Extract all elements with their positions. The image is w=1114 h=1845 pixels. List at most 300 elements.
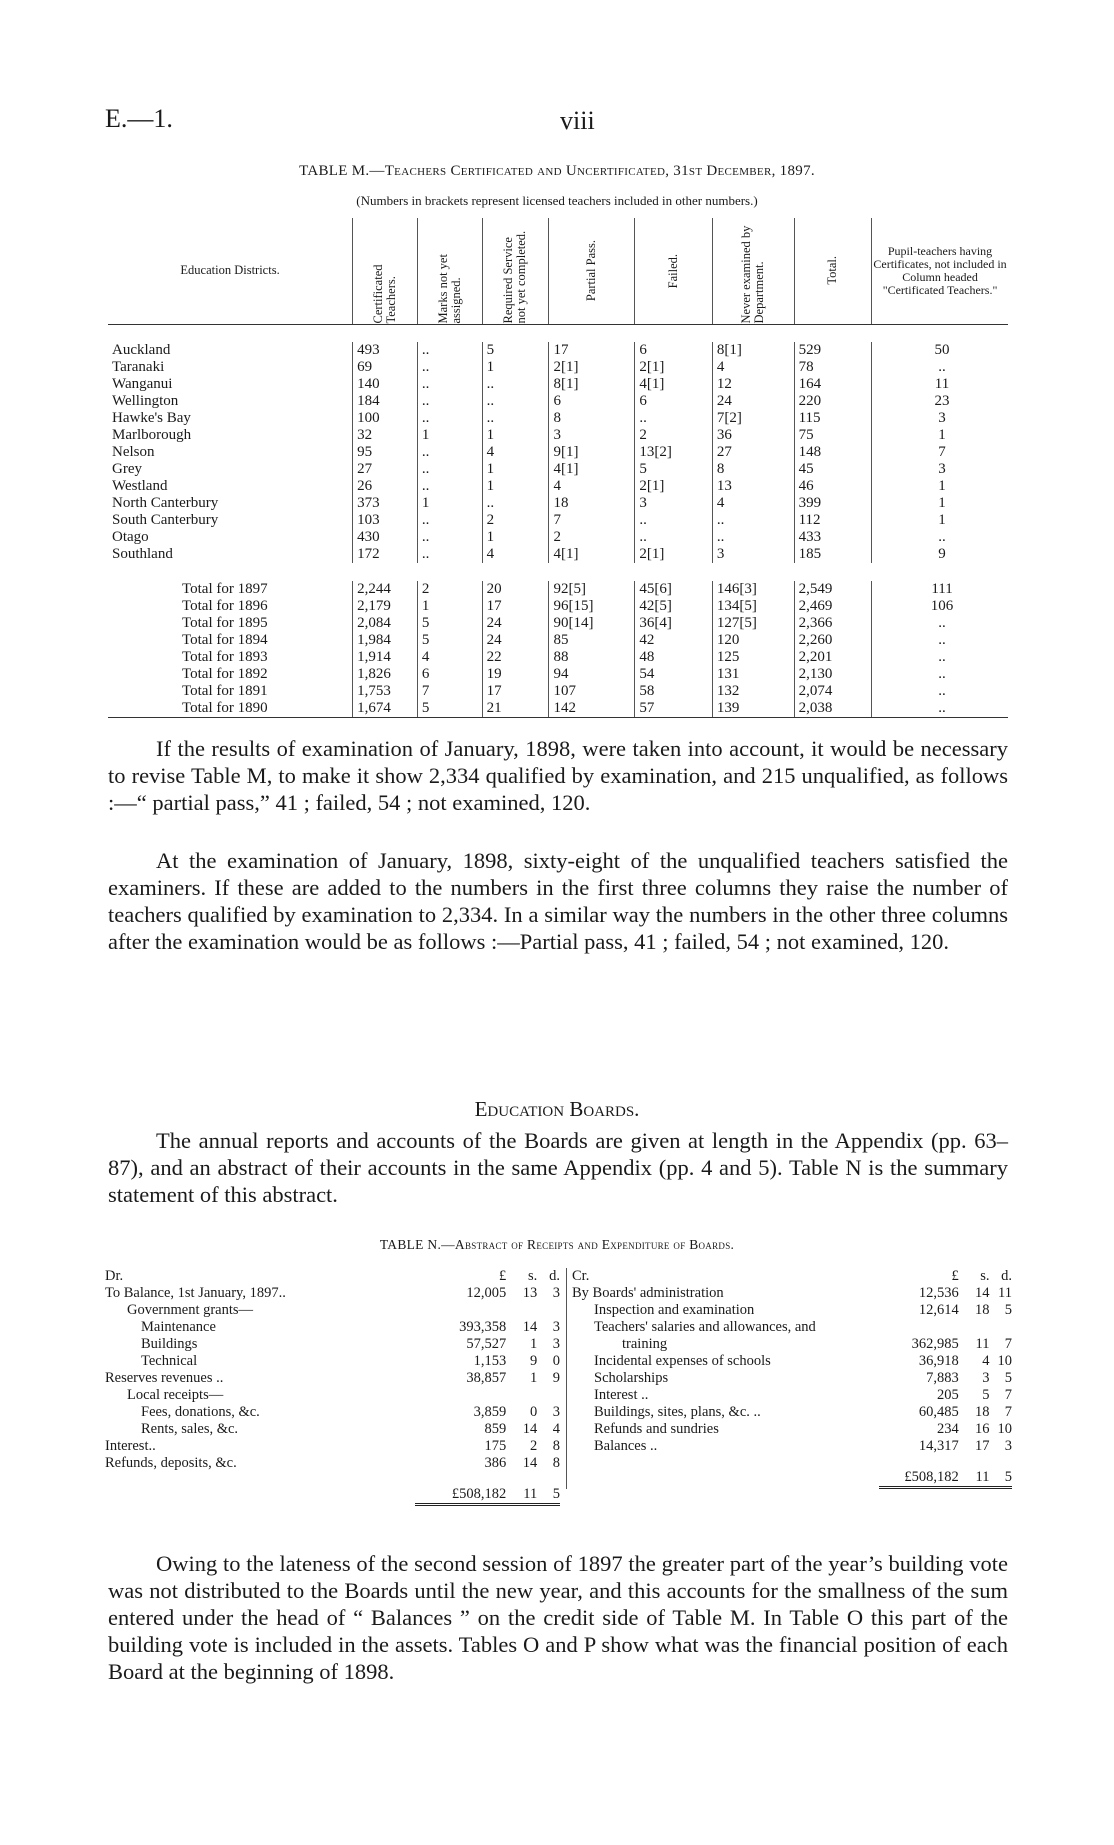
table-cell: 57 [635, 700, 712, 718]
ledger-label: Government grants— [127, 1302, 254, 1318]
table-cell: 2,244 [353, 581, 418, 598]
table-cell: 373 [353, 495, 418, 512]
ledger-label: Local receipts— [127, 1387, 224, 1403]
table-cell: 120 [712, 632, 794, 649]
ledger-row [105, 1387, 560, 1404]
table-cell: 4 [712, 495, 794, 512]
ledger-label: Reserves revenues .. [105, 1370, 224, 1386]
table-cell: 27 [353, 461, 418, 478]
ledger-label: Maintenance [141, 1319, 216, 1335]
credit-total-d: 5 [989, 1455, 1012, 1488]
district-row [108, 529, 1008, 546]
ledger-amount [959, 1319, 990, 1336]
table-cell: 26 [353, 478, 418, 495]
ledger-amount: 8 [552, 1438, 560, 1454]
table-cell: 1,984 [353, 632, 418, 649]
table-cell: 19 [482, 666, 549, 683]
table-cell: 1 [482, 461, 549, 478]
table-cell: .. [872, 666, 1008, 683]
table-cell: 164 [794, 376, 871, 393]
ledger-amount [537, 1302, 560, 1319]
table-cell: 148 [794, 444, 871, 461]
ledger-amount: 386 [484, 1455, 507, 1471]
ledger-amount: 38,857 [466, 1370, 507, 1386]
ledger-amount: 5 [1004, 1302, 1012, 1318]
table-cell: 2,179 [353, 598, 418, 615]
debit-label: Dr. [105, 1268, 124, 1284]
district-name: Otago [112, 528, 149, 545]
total-label: Total for 1894 [182, 631, 268, 648]
ledger-amount: 2 [529, 1438, 538, 1454]
total-row [108, 615, 1008, 632]
table-cell: 185 [794, 546, 871, 563]
table-cell: 24 [482, 615, 549, 632]
total-row [108, 700, 1008, 718]
section-title: Education Boards. [474, 1097, 640, 1121]
ledger-amount: 14 [974, 1285, 990, 1301]
ledger-amount: 7 [1004, 1387, 1012, 1403]
table-cell: 58 [635, 683, 712, 700]
ledger-amount: 3,859 [473, 1404, 507, 1420]
ledger-amount [879, 1319, 959, 1336]
table-cell: 6 [417, 666, 482, 683]
table-cell: 132 [712, 683, 794, 700]
ledger-row [572, 1438, 1012, 1455]
ledger-label: Teachers' salaries and allowances, and [594, 1319, 816, 1335]
table-cell: 4 [712, 359, 794, 376]
table-cell: 140 [353, 376, 418, 393]
ledger-amount: 12,614 [918, 1302, 959, 1318]
ledger-row [105, 1353, 560, 1370]
district-row [108, 461, 1008, 478]
table-cell: 1,753 [353, 683, 418, 700]
table-cell: 5 [417, 700, 482, 718]
district-row [108, 546, 1008, 563]
ledger-row [105, 1421, 560, 1438]
district-name: Southland [112, 545, 173, 562]
table-cell: 45 [794, 461, 871, 478]
table-m-note: (Numbers in brackets represent licensed teachers included in other numbers.) [356, 193, 758, 208]
ledger-amount: 11 [975, 1336, 990, 1352]
table-cell: 6 [635, 393, 712, 410]
ledger-amount: 60,485 [918, 1404, 959, 1420]
table-cell: 95 [353, 444, 418, 461]
ledger-amount [506, 1302, 537, 1319]
table-cell: 69 [353, 359, 418, 376]
table-cell: 115 [794, 410, 871, 427]
table-cell: 20 [482, 581, 549, 598]
col-header: Pupil-teachers having Certificates, not included in Column headed "Certificated Teachers." [872, 218, 1008, 324]
currency-shillings: s. [527, 1268, 538, 1284]
table-cell: 1 [482, 359, 549, 376]
table-cell: 24 [712, 393, 794, 410]
debit-total-d: 5 [537, 1472, 560, 1505]
report-reference: E.—1. [105, 104, 173, 133]
table-cell: 493 [353, 342, 418, 359]
table-cell: .. [417, 461, 482, 478]
district-row [108, 512, 1008, 529]
district-row [108, 444, 1008, 461]
ledger-amount: 175 [484, 1438, 507, 1454]
ledger-row [572, 1353, 1012, 1370]
table-cell: 433 [794, 529, 871, 546]
table-cell: 13 [712, 478, 794, 495]
table-cell: 3 [872, 410, 1008, 427]
table-cell: 4 [482, 444, 549, 461]
col-header: Marks not yet assigned. [435, 254, 463, 324]
district-row [108, 495, 1008, 512]
ledger-amount: 12,536 [918, 1285, 959, 1301]
ledger-amount: 7 [1004, 1404, 1012, 1420]
table-cell: 2,130 [794, 666, 871, 683]
table-cell: 106 [872, 598, 1008, 615]
table-cell: 2[1] [549, 359, 635, 376]
ledger-amount: 14,317 [918, 1438, 959, 1454]
table-cell: 78 [794, 359, 871, 376]
table-cell: 2[1] [635, 359, 712, 376]
ledger-amount: 0 [552, 1353, 560, 1369]
ledger-row [572, 1319, 1012, 1336]
ledger-amount: 14 [522, 1455, 538, 1471]
ledger-amount [537, 1387, 560, 1404]
table-cell: 107 [549, 683, 635, 700]
total-label: Total for 1891 [182, 682, 268, 699]
total-label: Total for 1893 [182, 648, 268, 665]
table-cell: 5 [417, 632, 482, 649]
table-cell: 4 [549, 478, 635, 495]
table-cell: 142 [549, 700, 635, 718]
table-cell: 36 [712, 427, 794, 444]
ledger-amount: 18 [974, 1302, 990, 1318]
table-cell: 1,914 [353, 649, 418, 666]
ledger-row [105, 1438, 560, 1455]
district-row [108, 393, 1008, 410]
table-cell: .. [482, 410, 549, 427]
table-cell: 134[5] [712, 598, 794, 615]
table-cell: 4 [417, 649, 482, 666]
table-cell: 1 [417, 598, 482, 615]
district-row [108, 359, 1008, 376]
table-cell: .. [417, 478, 482, 495]
district-name: Wellington [112, 392, 179, 409]
table-cell: 94 [549, 666, 635, 683]
table-cell: 2,366 [794, 615, 871, 632]
table-cell: 1 [417, 427, 482, 444]
col-header: Total. [825, 256, 840, 286]
table-cell: 8[1] [549, 376, 635, 393]
ledger-label: Scholarships [594, 1370, 669, 1386]
ledger-label: Refunds, deposits, &c. [105, 1455, 237, 1471]
table-cell: 2,084 [353, 615, 418, 632]
ledger-label: By Boards' administration [572, 1285, 724, 1301]
currency-pence: d. [549, 1268, 560, 1284]
table-cell: .. [417, 393, 482, 410]
district-name: Marlborough [112, 426, 192, 443]
ledger-amount: 4 [982, 1353, 990, 1369]
table-cell: 17 [549, 342, 635, 359]
total-label: Total for 1890 [108, 700, 353, 718]
ledger-amount: 18 [974, 1404, 990, 1420]
table-cell: 3 [872, 461, 1008, 478]
table-n-debit [105, 1268, 565, 1506]
table-cell: 88 [549, 649, 635, 666]
total-label: Total for 1895 [182, 614, 268, 631]
table-cell: 8 [549, 410, 635, 427]
table-cell: 146[3] [712, 581, 794, 598]
table-cell: 32 [353, 427, 418, 444]
ledger-row [105, 1336, 560, 1353]
ledger-label: Inspection and examination [594, 1302, 755, 1318]
ledger-amount: 3 [552, 1336, 560, 1352]
table-cell: 1 [482, 529, 549, 546]
table-m [108, 218, 1008, 718]
table-cell: .. [417, 546, 482, 563]
table-cell: 2 [635, 427, 712, 444]
ledger-label: To Balance, 1st January, 1897.. [105, 1285, 286, 1301]
table-cell: 90[14] [549, 615, 635, 632]
table-n-credit [566, 1268, 1019, 1489]
ledger-row [105, 1302, 560, 1319]
paragraph-2: At the examination of January, 1898, sixty-eight of the unqualified teachers satisfied the examiners. If these are added to the numbers in the first three columns they raise the number of teachers qualified by examination to 2,334. In a similar way the numbers in the other three columns after the examination would be as follows :—Partial pass, 41 ; failed, 54 ; not examined, 120. [108, 848, 1008, 954]
total-row [108, 666, 1008, 683]
ledger-amount: 3 [982, 1370, 990, 1386]
ledger-row [572, 1421, 1012, 1438]
table-cell: 54 [635, 666, 712, 683]
total-label: Total for 1892 [182, 665, 268, 682]
paragraph-3: The annual reports and accounts of the Boards are given at length in the Appendix (pp. 63–87), and an abstract of their accounts in the same Appendix (pp. 4 and 5). Table N is the summary statement of this abstract. [108, 1128, 1008, 1207]
table-cell: .. [872, 632, 1008, 649]
currency-pounds: £ [951, 1268, 959, 1284]
ledger-row [105, 1319, 560, 1336]
ledger-row [572, 1285, 1012, 1302]
table-cell: 8[1] [712, 342, 794, 359]
table-cell: .. [712, 512, 794, 529]
ledger-row [105, 1285, 560, 1302]
table-cell: .. [635, 512, 712, 529]
table-cell: .. [872, 529, 1008, 546]
ledger-label: Technical [141, 1353, 198, 1369]
table-cell: 5 [635, 461, 712, 478]
ledger-amount: 10 [997, 1421, 1012, 1437]
table-cell: .. [417, 529, 482, 546]
ledger-label: Buildings, sites, plans, &c. .. [594, 1404, 761, 1420]
table-cell: 1 [872, 427, 1008, 444]
table-cell: 2 [482, 512, 549, 529]
table-cell: 1 [872, 512, 1008, 529]
table-cell: .. [417, 342, 482, 359]
table-cell: 1 [872, 495, 1008, 512]
ledger-amount: 36,918 [918, 1353, 959, 1369]
table-cell: 3 [549, 427, 635, 444]
col-header: Certificated Teachers. [370, 264, 398, 324]
table-cell: 2,074 [794, 683, 871, 700]
table-cell: 4[1] [635, 376, 712, 393]
table-cell: 103 [353, 512, 418, 529]
table-cell: 2,038 [794, 700, 871, 718]
ledger-amount: 11 [998, 1285, 1012, 1301]
table-cell: 3 [712, 546, 794, 563]
ledger-amount: 234 [937, 1421, 959, 1437]
table-cell: 1 [417, 495, 482, 512]
ledger-amount: 14 [522, 1421, 538, 1437]
table-cell: 1,674 [353, 700, 418, 718]
table-cell: 12 [712, 376, 794, 393]
table-cell: 96[15] [549, 598, 635, 615]
total-row [108, 632, 1008, 649]
ledger-amount: 9 [552, 1370, 560, 1386]
district-row [108, 410, 1008, 427]
table-cell: .. [417, 376, 482, 393]
currency-pence: d. [1001, 1268, 1012, 1284]
table-cell: .. [635, 529, 712, 546]
table-cell: 127[5] [712, 615, 794, 632]
table-cell: 24 [482, 632, 549, 649]
district-row [108, 342, 1008, 359]
table-cell: 11 [872, 376, 1008, 393]
table-n-title: TABLE N.—Abstract of Receipts and Expenditure of Boards. [379, 1237, 735, 1252]
ledger-label: Incidental expenses of schools [594, 1353, 771, 1369]
table-cell: .. [872, 615, 1008, 632]
ledger-amount: 4 [552, 1421, 560, 1437]
district-name: Auckland [112, 341, 171, 358]
total-row [108, 581, 1008, 598]
district-name: North Canterbury [112, 494, 219, 511]
ledger-amount: 3 [552, 1404, 560, 1420]
ledger-row [105, 1455, 560, 1472]
ledger-row [572, 1404, 1012, 1421]
table-cell: 36[4] [635, 615, 712, 632]
table-cell: 172 [353, 546, 418, 563]
ledger-amount: 1 [529, 1370, 538, 1386]
page-number: viii [560, 106, 595, 135]
table-cell: 399 [794, 495, 871, 512]
ledger-label: Fees, donations, &c. [141, 1404, 260, 1420]
table-cell: .. [417, 512, 482, 529]
table-cell: 430 [353, 529, 418, 546]
district-name: Hawke's Bay [112, 409, 191, 426]
ledger-amount: 3 [1004, 1438, 1012, 1454]
table-cell: 2,260 [794, 632, 871, 649]
table-cell: 100 [353, 410, 418, 427]
ledger-label: Rents, sales, &c. [141, 1421, 239, 1437]
table-cell: 27 [712, 444, 794, 461]
paragraph-4: Owing to the lateness of the second session of 1897 the greater part of the year’s building vote was not distributed to the Boards until the new year, and this accounts for the smallness of the sum entered under the head of “ Balances ” on the credit side of Table M. In Table O this part of the building vote is included in the assets. Tables O and P show what was the financial position of each Board at the beginning of 1898. [108, 1551, 1008, 1684]
table-cell: 2[1] [635, 478, 712, 495]
table-cell: 112 [794, 512, 871, 529]
district-row [108, 478, 1008, 495]
ledger-label: Buildings [141, 1336, 198, 1352]
table-cell: .. [482, 495, 549, 512]
table-cell: 4[1] [549, 461, 635, 478]
ledger-amount: 5 [982, 1387, 990, 1403]
ledger-amount: 3 [552, 1285, 560, 1301]
ledger-amount: 1 [529, 1336, 538, 1352]
ledger-amount: 14 [522, 1319, 538, 1335]
table-cell: 17 [482, 683, 549, 700]
ledger-amount: 57,527 [466, 1336, 507, 1352]
table-cell: 2,201 [794, 649, 871, 666]
district-name: Grey [112, 460, 142, 477]
ledger-row [105, 1404, 560, 1421]
table-cell: .. [482, 376, 549, 393]
table-cell: 529 [794, 342, 871, 359]
table-cell: .. [635, 410, 712, 427]
table-cell: 2,549 [794, 581, 871, 598]
table-cell: 139 [712, 700, 794, 718]
ledger-amount: 5 [1004, 1370, 1012, 1386]
ledger-label: training [622, 1336, 668, 1352]
district-name: Westland [112, 477, 168, 494]
total-label: Total for 1897 [182, 580, 268, 597]
table-cell: 50 [872, 342, 1008, 359]
table-cell: 6 [549, 393, 635, 410]
table-cell: 2[1] [635, 546, 712, 563]
district-row [108, 427, 1008, 444]
debit-total: £508,182 [415, 1472, 506, 1505]
table-cell: 4[1] [549, 546, 635, 563]
table-cell: 17 [482, 598, 549, 615]
table-cell: 3 [635, 495, 712, 512]
table-cell: 22 [482, 649, 549, 666]
table-cell: 75 [794, 427, 871, 444]
ledger-amount: 362,985 [911, 1336, 959, 1352]
debit-total-s: 11 [506, 1472, 537, 1505]
table-cell: 42[5] [635, 598, 712, 615]
table-cell: 2,469 [794, 598, 871, 615]
ledger-row [572, 1370, 1012, 1387]
ledger-row [105, 1370, 560, 1387]
table-cell: 131 [712, 666, 794, 683]
ledger-amount: 13 [522, 1285, 538, 1301]
ledger-label: Interest.. [105, 1438, 156, 1454]
col-header: Partial Pass. [584, 240, 599, 302]
ledger-amount: 8 [552, 1455, 560, 1471]
table-cell: 111 [872, 581, 1008, 598]
ledger-amount: 859 [484, 1421, 507, 1437]
table-cell: .. [417, 444, 482, 461]
table-cell: 6 [635, 342, 712, 359]
table-cell: 9[1] [549, 444, 635, 461]
table-cell: .. [417, 359, 482, 376]
table-cell: 4 [482, 546, 549, 563]
district-name: South Canterbury [112, 511, 219, 528]
ledger-amount: 3 [552, 1319, 560, 1335]
ledger-amount: 16 [974, 1421, 990, 1437]
table-cell: 46 [794, 478, 871, 495]
total-row [108, 683, 1008, 700]
table-cell: 220 [794, 393, 871, 410]
ledger-amount: 205 [937, 1387, 959, 1403]
table-cell: 9 [872, 546, 1008, 563]
ledger-amount [989, 1319, 1012, 1336]
col-header: Never examined by Department. [739, 225, 767, 324]
district-row [108, 376, 1008, 393]
table-cell: .. [872, 649, 1008, 666]
ledger-label: Refunds and sundries [594, 1421, 719, 1437]
table-cell: 42 [635, 632, 712, 649]
total-row [108, 649, 1008, 666]
table-cell: 7 [417, 683, 482, 700]
ledger-amount [506, 1387, 537, 1404]
table-cell: 21 [482, 700, 549, 718]
table-cell: 5 [417, 615, 482, 632]
table-cell: .. [872, 359, 1008, 376]
total-label: Total for 1896 [182, 597, 268, 614]
ledger-label: Balances .. [594, 1438, 658, 1454]
table-cell: 7 [872, 444, 1008, 461]
district-name: Nelson [112, 443, 155, 460]
table-cell: 23 [872, 393, 1008, 410]
